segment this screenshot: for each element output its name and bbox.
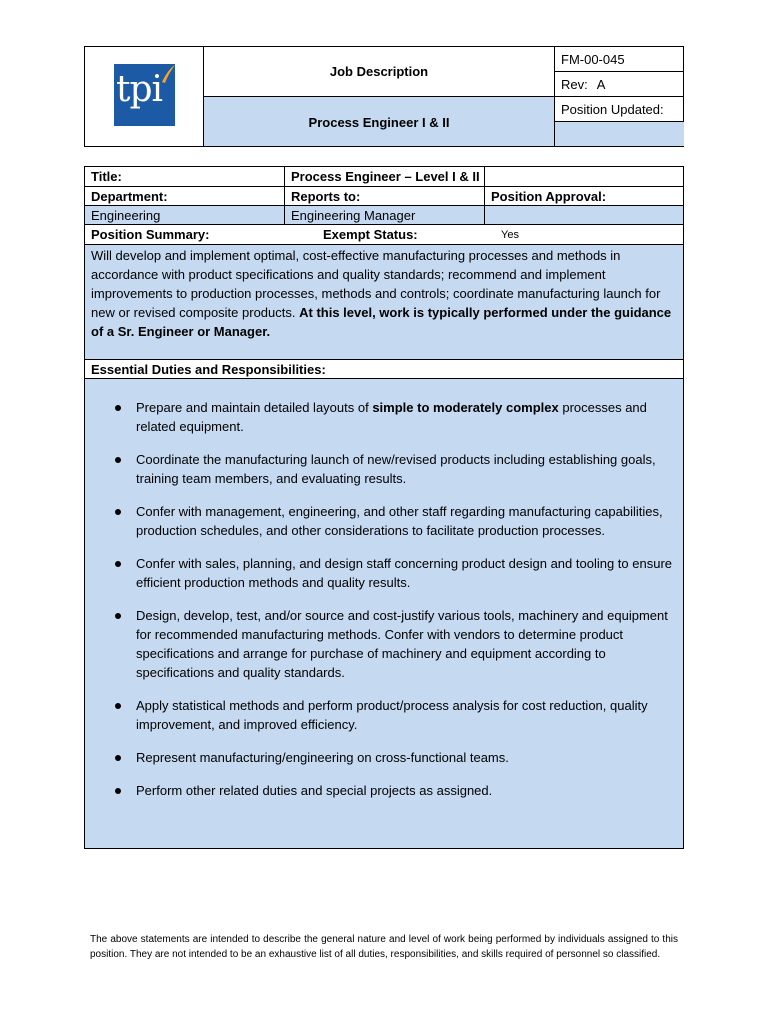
duties-list xyxy=(85,398,683,814)
duty-item: Coordinate the manufacturing launch of new/revised products including establishing goals, training team members, and evaluating results. xyxy=(85,450,683,488)
title-empty-cell xyxy=(484,167,683,186)
bullet-icon xyxy=(115,561,121,567)
position-summary-label: Position Summary: xyxy=(91,227,210,242)
document-header xyxy=(84,46,684,147)
duty-item: Apply statistical methods and perform product/process analysis for cost reduction, quality improvement, and improved efficiency. xyxy=(85,696,683,734)
exempt-status-value: Yes xyxy=(501,228,519,241)
position-approval-label: Position Approval: xyxy=(484,187,683,205)
reports-to-value: Engineering Manager xyxy=(284,206,484,224)
position-approval-value xyxy=(484,206,683,224)
summary-bold-text: At this level, work is typically performed under the guidance of a Sr. Engineer or Manager. xyxy=(91,305,672,339)
position-title: Process Engineer I & II xyxy=(204,97,554,146)
job-details-table xyxy=(84,166,684,849)
duty-item: Design, develop, test, and/or source and cost-justify various tools, machinery and equipment for recommended manufacturing methods. Confer with vendors to determine product specifications and arrange for purchase of machinery and equipment according to specifications and quality standards. xyxy=(85,606,683,682)
title-row xyxy=(85,167,683,187)
form-number: FM-00-045 xyxy=(555,47,684,72)
bullet-icon xyxy=(115,788,121,794)
tpi-logo xyxy=(114,64,175,126)
bullet-icon xyxy=(115,509,121,515)
department-value: Engineering xyxy=(91,207,161,223)
position-summary-text xyxy=(85,245,683,360)
duty-item: Perform other related duties and special projects as assigned. xyxy=(85,781,683,800)
form-info xyxy=(554,47,683,146)
revision xyxy=(555,72,684,97)
logo-text: tpi xyxy=(116,69,163,110)
logo-cell xyxy=(85,47,204,146)
bullet-icon xyxy=(115,755,121,761)
summary-header-row xyxy=(85,225,683,245)
disclaimer-footer: The above statements are intended to describe the general nature and level of work being performed by individuals assigned to this position. They are not intended to be an exhaustive list of all duties, responsibilities, and skills required of personnel so classified. xyxy=(90,934,678,960)
position-updated-label: Position Updated: xyxy=(555,97,684,122)
reports-to-label: Reports to: xyxy=(284,187,484,205)
department-values-row xyxy=(85,206,683,225)
duties-section xyxy=(85,379,683,848)
rev-value: A xyxy=(596,76,606,92)
title-value: Process Engineer – Level I & II xyxy=(284,167,484,186)
summary-text: Will develop and implement optimal, cost-effective manufacturing processes and methods in accordance with product specifications and quality standards; recommend and implement improvements to production processes, methods and controls; coordinate manufacturing launch for new or revised composite products. xyxy=(91,248,661,320)
duty-item: Prepare and maintain detailed layouts of simple to moderately complex processes and related equipment. xyxy=(85,398,683,436)
bullet-icon xyxy=(115,703,121,709)
department-row xyxy=(85,187,683,206)
bullet-icon xyxy=(115,457,121,463)
department-label: Department: xyxy=(91,188,168,204)
duty-item: Represent manufacturing/engineering on cross-functional teams. xyxy=(85,748,683,767)
duties-heading: Essential Duties and Responsibilities: xyxy=(85,360,683,379)
doc-title: Job Description xyxy=(204,47,554,97)
exempt-status-label: Exempt Status: xyxy=(323,227,418,242)
logo-swoosh-icon xyxy=(160,64,176,84)
position-updated-value xyxy=(555,122,684,146)
bullet-icon xyxy=(115,405,121,411)
duty-item: Confer with sales, planning, and design staff concerning product design and tooling to ensure efficient production methods and quality results. xyxy=(85,554,683,592)
bullet-icon xyxy=(115,613,121,619)
rev-label: Rev: xyxy=(561,76,588,92)
duty-item: Confer with management, engineering, and other staff regarding manufacturing capabilities, production schedules, and other considerations to facilitate production processes. xyxy=(85,502,683,540)
title-label: Title: xyxy=(91,169,122,184)
